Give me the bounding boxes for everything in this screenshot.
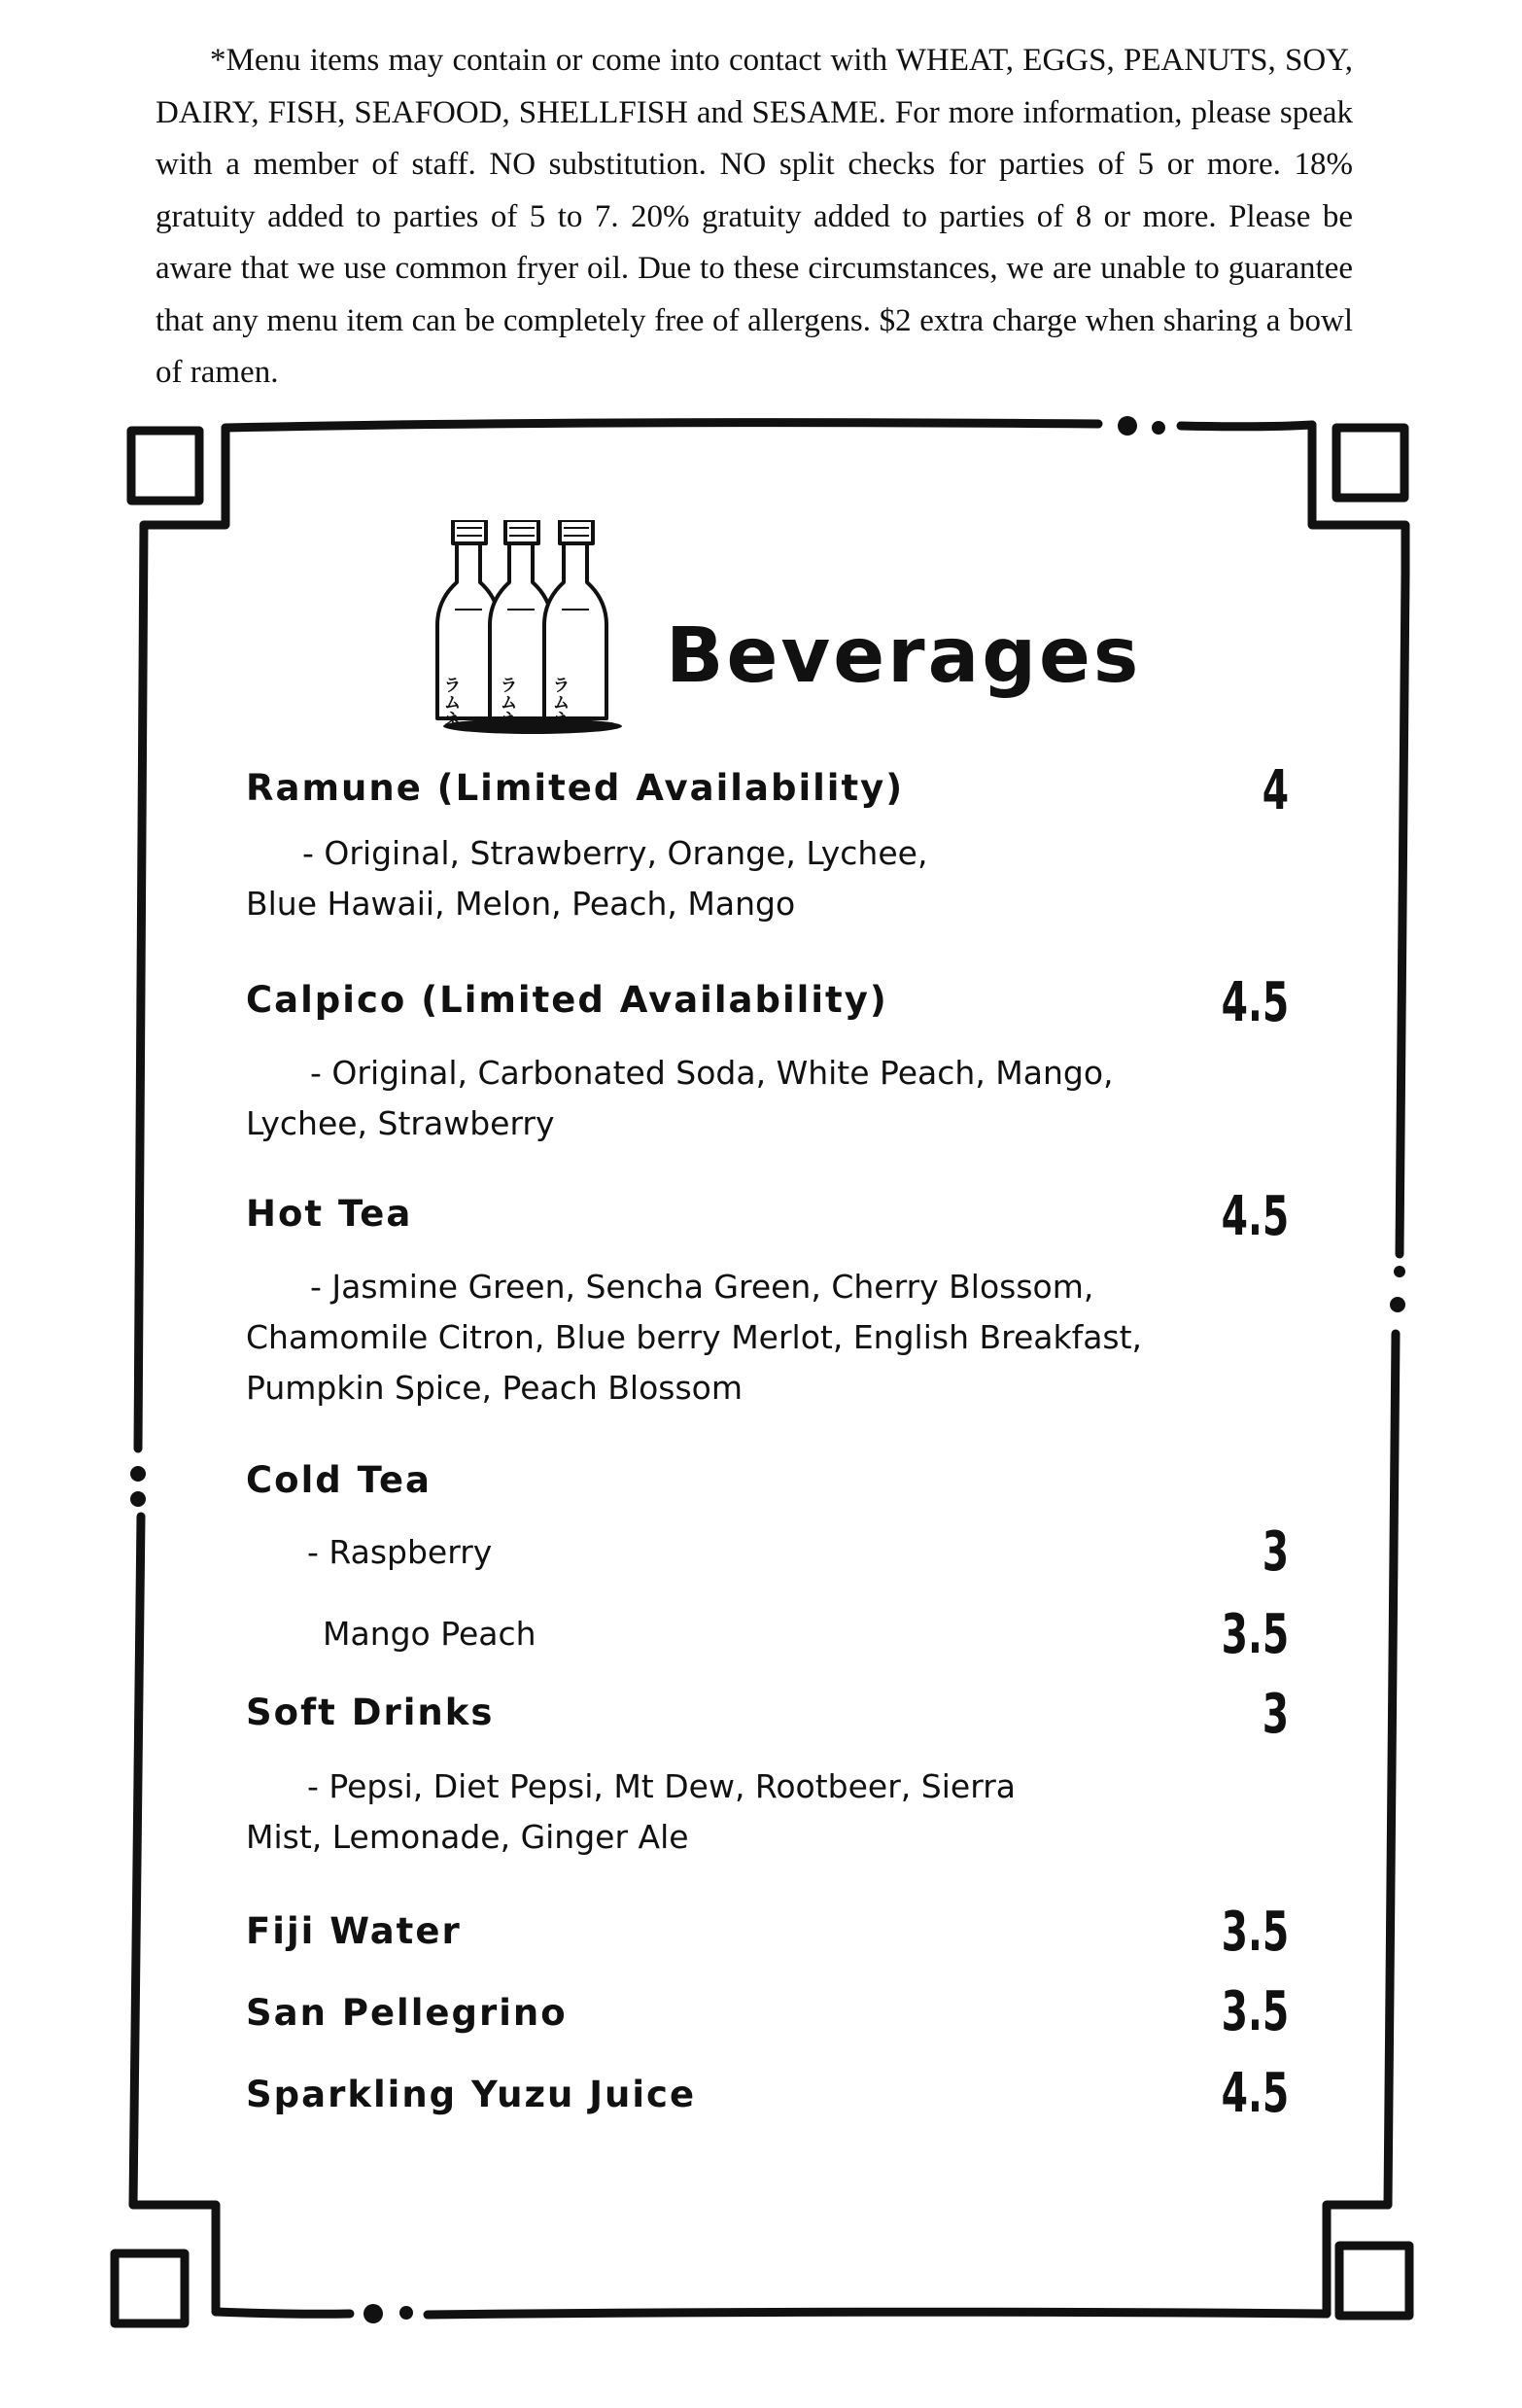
menu-item-description: - Original, Strawberry, Orange, Lychee, Blue Hawaii, Melon, Peach, Mango bbox=[246, 834, 928, 923]
menu-item-price: 3 bbox=[1262, 1683, 1289, 1746]
menu-item-price: 4.5 bbox=[1221, 1185, 1289, 1248]
cold-tea-option-price: 3.5 bbox=[1221, 1603, 1289, 1666]
menu-item-description: - Original, Carbonated Soda, White Peach, Mango, Lychee, Strawberry bbox=[246, 1054, 1114, 1142]
menu-item-name: Soft Drinks bbox=[246, 1692, 495, 1733]
cold-tea-option-price: 3 bbox=[1262, 1520, 1289, 1584]
menu-item-price: 4.5 bbox=[1221, 2062, 1289, 2125]
menu-item-description: - Jasmine Green, Sencha Green, Cherry Blossom, Chamomile Citron, Blue berry Merlot, English Breakfast, Pumpkin Spice, Peach Blossom bbox=[246, 1268, 1143, 1407]
menu-item-price: 4 bbox=[1262, 759, 1289, 822]
menu-item-name: Fiji Water bbox=[246, 1910, 462, 1952]
cold-tea-option: - Raspberry bbox=[307, 1533, 493, 1571]
allergen-disclaimer: *Menu items may contain or come into contact with WHEAT, EGGS, PEANUTS, SOY, DAIRY, FISH, SEAFOOD, SHELLFISH and SESAME. For more information, please speak with a member of staff. NO substitution. NO split checks for parties of 5 or more. 18% gratuity added to parties of 5 to 7. 20% gratuity added to parties of 8 or more. Please be aware that we use common fryer oil. Due to these circumstances, we are unable to guarantee that any menu item can be completely free of allergens. $2 extra charge when sharing a bowl of ramen. bbox=[156, 43, 1353, 390]
menu-item-price: 3.5 bbox=[1221, 1901, 1289, 1964]
menu-item-name: Ramune (Limited Availability) bbox=[246, 767, 905, 809]
menu-item-name: Sparkling Yuzu Juice bbox=[246, 2074, 697, 2115]
svg-text:ラムネ: ラムネ bbox=[497, 676, 518, 728]
menu-item-name: Hot Tea bbox=[246, 1193, 413, 1235]
ramune-bottles-icon bbox=[435, 520, 626, 736]
menu-item-description: - Pepsi, Diet Pepsi, Mt Dew, Rootbeer, Sierra Mist, Lemonade, Ginger Ale bbox=[246, 1767, 1016, 1856]
menu-item-name: San Pellegrino bbox=[246, 1992, 568, 2034]
menu-item-name: Cold Tea bbox=[246, 1459, 432, 1501]
svg-text:ラムネ: ラムネ bbox=[440, 676, 462, 728]
menu-item-price: 4.5 bbox=[1221, 971, 1289, 1034]
svg-text:ラムネ: ラムネ bbox=[549, 676, 571, 728]
cold-tea-option: Mango Peach bbox=[323, 1615, 536, 1653]
section-title: Beverages bbox=[666, 612, 1142, 700]
menu-item-price: 3.5 bbox=[1221, 1980, 1289, 2043]
menu-item-name: Calpico (Limited Availability) bbox=[246, 979, 888, 1021]
